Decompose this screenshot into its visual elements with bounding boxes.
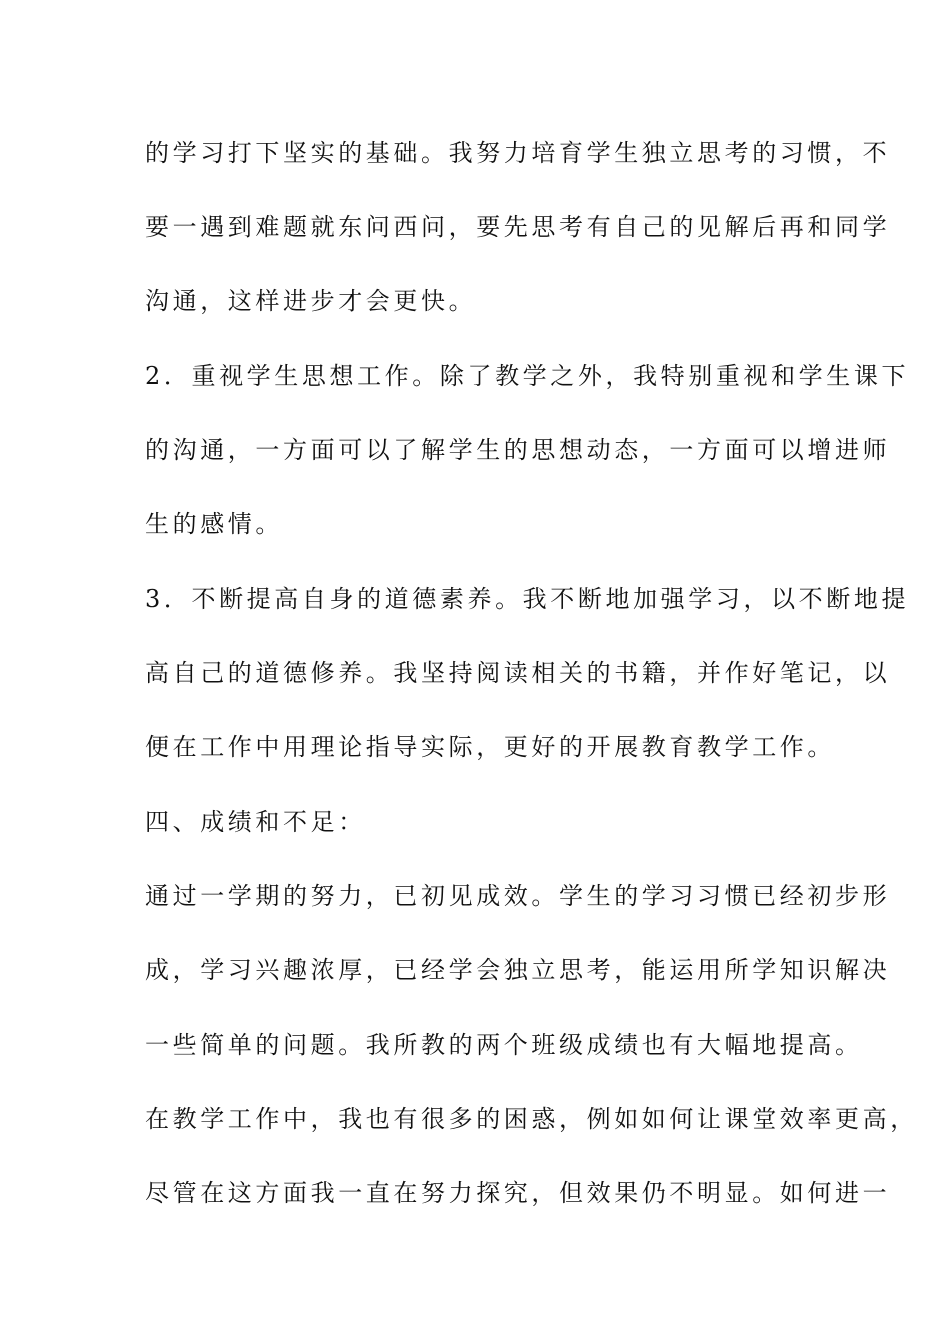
text-line: 一些简单的问题。我所教的两个班级成绩也有大幅地提高。	[145, 1031, 863, 1059]
text-line: 生的感情。	[145, 510, 283, 538]
text-line: 通过一学期的努力，已初见成效。学生的学习习惯已经初步形	[145, 882, 891, 910]
text-line: 高自己的道德修养。我坚持阅读相关的书籍，并作好笔记，以	[145, 659, 891, 687]
text-line: 的沟通，一方面可以了解学生的思想动态，一方面可以增进师	[145, 436, 891, 464]
text-line: 要一遇到难题就东问西问，要先思考有自己的见解后再和同学	[145, 213, 891, 241]
section-heading: 四、成绩和不足：	[145, 808, 366, 836]
text-line: 的学习打下坚实的基础。我努力培育学生独立思考的习惯，不	[145, 139, 891, 167]
text-line: 2．重视学生思想工作。除了教学之外，我特别重视和学生课下	[145, 362, 910, 390]
text-line: 成，学习兴趣浓厚，已经学会独立思考，能运用所学知识解决	[145, 956, 891, 984]
text-line: 3．不断提高自身的道德素养。我不断地加强学习，以不断地提	[145, 585, 910, 613]
text-line: 沟通，这样进步才会更快。	[145, 287, 477, 315]
text-line: 便在工作中用理论指导实际，更好的开展教育教学工作。	[145, 733, 835, 761]
text-line: 尽管在这方面我一直在努力探究，但效果仍不明显。如何进一	[145, 1179, 891, 1207]
text-line: 在教学工作中，我也有很多的困惑，例如如何让课堂效率更高，	[145, 1105, 918, 1133]
